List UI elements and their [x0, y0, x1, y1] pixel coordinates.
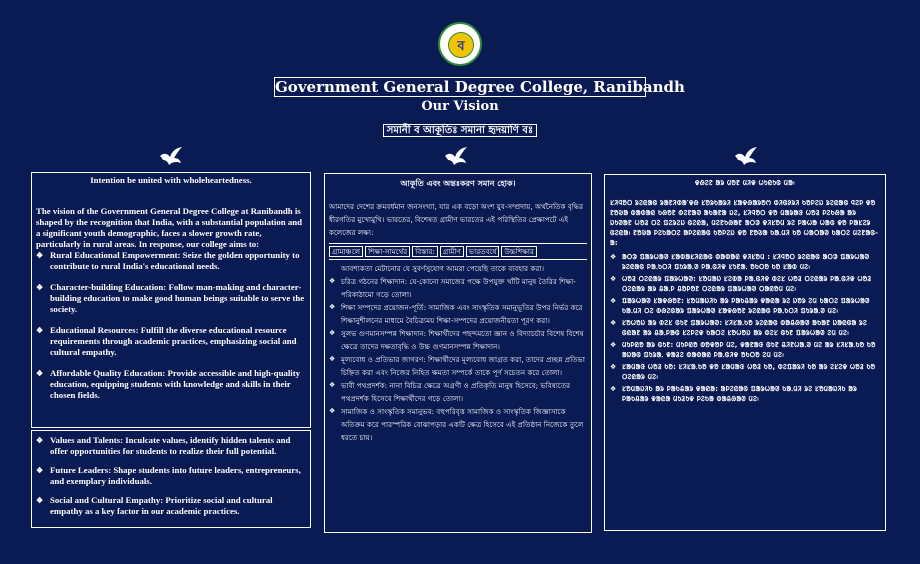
tag: গ্রামাঞ্চলে: [329, 246, 363, 257]
bengali-intro: আমাদের দেশের ক্রমবর্ধমান জনসংখ্যা, যার এক বড়ো অংশ যুব-সম্প্রদায়, অর্থনৈতিক বৃদ্ধির ধীরগতির মুখোমুখি। ভারতের, বিশেষত গ্রামীণ ভারতের এই পরিস্থিতির প্রেক্ষাপটে এই কলেজের লক্ষ্য:: [329, 202, 584, 237]
list-item: ❖ মূল্যবোধ ও প্রতিভার জাগরণ: শিক্ষার্থীদের মূল্যবোধ জাগ্রত করা, তাদের প্রচ্ছন্ন প্রতিভা চিহ্নিত করা এবং নিজের নিহিত ক্ষমতা সম্পর্কে তাকে পূর্ণ সচেতন করে তোলা।: [329, 353, 587, 379]
bengali-list: [329, 275, 587, 444]
vision-santali-panel: [604, 174, 886, 531]
english-heading: Intention be united with wholeheartedness.: [90, 175, 252, 185]
list-item: ❖ ᱥᱚᱢᱟᱡᱤᱠ ᱟᱨ ᱞᱟᱠᱪᱟᱨ ᱫᱟᱭᱟ: ᱟᱞᱮᱭᱟᱜ ᱯᱟᱨᱦᱟᱣ ᱠᱟᱹᱢᱤ ᱨᱮ ᱥᱚᱢᱟᱡᱤᱠ ᱟᱨ ᱞᱟᱠᱪᱟᱨ ᱫᱟᱭᱟ ᱢᱩᱲᱩᱫ ᱞᱮᱠᱟ ᱵᱟᱪᱷᱟᱣ ᱢᱮ᱾: [610, 384, 880, 404]
list-item: ❖ সামাজিক ও সাংস্কৃতিক সমানুভব: বহুপরিবৃত্ত সামাজিক ও সাংস্কৃতিক জিজ্ঞাসাকে অতিক্রম করে পারস্পরিক বোঝাপড়ার একটি ক্ষেত্র হিসেবে এই প্রতিষ্ঠান নিজেকে তুলে ধরতে চায়।: [329, 405, 587, 444]
vision-bengali-panel: [324, 173, 592, 533]
dove-icon: [733, 146, 759, 168]
dove-icon: [443, 146, 469, 168]
list-item: ❖ ᱥᱚᱦᱚᱡ ᱟᱨ ᱵᱮᱥ ᱜᱩᱱ ᱯᱟᱨᱦᱟᱣ: ᱥᱤᱥᱟᱹᱠᱚ ᱨᱮᱭᱟᱜ ᱵᱟᱪᱷᱟᱣ ᱟᱠᱟᱱ ᱡᱟᱭᱜᱟ ᱨᱮ ᱜᱭᱟᱱ ᱟᱨ ᱪᱟᱹᱞᱟᱜ ᱥᱮᱞᱮᱫ ᱠᱟᱛᱮ ᱥᱚᱦᱚᱡ ᱟᱨ ᱵᱮᱥ ᱜᱩᱱ ᱯᱟᱨᱦᱟᱣ ᱮᱢ ᱢᱮ᱾: [610, 318, 880, 338]
tag: উচ্চশিক্ষার: [501, 246, 537, 257]
motto-text: সমানী ব আকূতিঃ সমানা হৃদয়াণি বঃ: [383, 124, 537, 137]
bengali-tag-continuation: আবশ্যকতা মেটানোর যে সুবর্ণসুযোগ আমরা পেয়েছি তাকে ব্যবহার করা।: [341, 264, 545, 273]
list-item: ❖ ভাবী পথপ্রদর্শক: নানা বিচিত্র ক্ষেত্রে অগ্রণী ও প্রতিকৃতি মানুষ হিসেবে; ভবিষ্যতের পথপ্রদর্শক হিসেবে শিক্ষার্থীদের গড়ে তোলা।: [329, 379, 587, 405]
english-intro: The vision of the Government General Degree College at Ranibandh is shaped by the recognition that India, with a substantial population and a significant youth demographic, faces a slower growth rate, particularly in rural areas. In response, our college aims to:: [36, 206, 303, 249]
motto: [0, 123, 920, 140]
list-item: ❖ Educational Resources: Fulfill the diverse educational resource requirements through academic practices, emphasizing social and cultural empathy.: [36, 325, 306, 358]
list-item: ❖ Character-building Education: Follow man-making and character-building education to make good human beings suitable to serve the society.: [36, 282, 306, 315]
list-item: ❖ Values and Talents: Inculcate values, identify hidden talents and offer opportunities for students to realize their full potential.: [36, 435, 306, 457]
tag: গ্রামীণ: [440, 246, 464, 257]
page-title: Government General Degree College, Ranibandh: [275, 78, 685, 96]
list-item: ❖ Affordable Quality Education: Provide accessible and high-quality education, equipping students with knowledge and skills in their chosen fields.: [36, 368, 306, 401]
bengali-heading: আকূতি এবং অন্তঃকরণ সমান হোক।: [400, 179, 516, 188]
bengali-tag-row: [329, 243, 587, 260]
list-item: ❖ চরিত্র গঠনের শিক্ষাদান: যে-কোনো সমাজের পক্ষে উপযুক্ত খাঁটি মানুষ তৈরির শিক্ষা-পরিকাঠামো গড়ে তোলা।: [329, 275, 587, 301]
vision-english-panel-continued: [31, 430, 311, 528]
santali-heading: ᱫᱷᱮᱱ ᱟᱨ ᱢᱚᱱ ᱢᱤᱫ ᱦᱩᱭᱩᱜ ᱢᱟ᱾: [694, 179, 796, 187]
list-item: ❖ ᱥᱟᱢᱟᱝ ᱦᱚᱲ ᱠᱚ: ᱥᱤᱥᱟᱹᱠᱚ ᱫᱚ ᱥᱟᱢᱟᱝ ᱦᱚᱲ ᱠᱚ, ᱵᱮᱯᱟᱨᱤ ᱠᱚ ᱟᱨ ᱮᱥᱮᱫ ᱦᱚᱲ ᱠᱚ ᱛᱮᱭᱟᱨ ᱢᱮ᱾: [610, 362, 880, 382]
logo-glyph: ব: [457, 39, 465, 54]
list-item: ❖ সুলভ গুণমানসম্পন্ন শিক্ষাদান: শিক্ষার্থীদের পছন্দমতো জ্ঞান ও বিদ্যাচর্চার বিশেষ বিশেষ ক্ষেত্রে তাদের দক্ষতাবৃদ্ধি ও উচ্চ গুণমানসম্পন্ন শিক্ষাদান।: [329, 327, 587, 353]
dove-icon: [158, 146, 184, 168]
page-subtitle: Our Vision: [421, 99, 499, 114]
tag: বিস্তার:: [412, 246, 438, 257]
list-item: ❖ Rural Educational Empowerment: Seize the golden opportunity to contribute to rural India's educational needs.: [36, 250, 306, 272]
tag: ভারতবর্ষে: [466, 246, 500, 257]
santali-list: [610, 252, 880, 404]
list-item: ❖ ᱟᱛᱳ ᱯᱟᱨᱦᱟᱣ ᱥᱟᱵᱟᱥᱤᱭᱟᱜ ᱵᱟᱰᱟᱭ ᱫᱤᱥᱚᱢ : ᱥᱤᱧᱚᱛ ᱨᱮᱭᱟᱜ ᱟᱛᱳ ᱯᱟᱨᱦᱟᱣ ᱨᱮᱭᱟᱜ ᱞᱟᱹᱠᱛᱤ ᱯᱩᱨᱟᱹᱣ ᱞᱟᱹᱜᱤᱫ ᱥᱩᱱᱟᱹ ᱚᱠᱛᱚ ᱠᱚ ᱥᱟᱵ ᱢᱮ᱾: [610, 252, 880, 272]
logo-emblem: [448, 32, 474, 58]
list-item: ❖ ᱦᱚᱲ ᱛᱮᱭᱟᱨ ᱯᱟᱨᱦᱟᱣ: ᱥᱚᱢᱟᱡ ᱥᱮᱵᱟ ᱞᱟᱹᱜᱤᱫ ᱵᱮᱥ ᱦᱚᱲ ᱛᱮᱭᱟᱨ ᱞᱟᱹᱜᱤᱫ ᱦᱚᱲ ᱛᱮᱭᱟᱨ ᱟᱨ ᱪᱟᱹᱞ ᱪᱚᱞᱚᱱ ᱛᱮᱭᱟᱨ ᱯᱟᱨᱦᱟᱣ ᱛᱟᱭᱚᱢ ᱢᱮ᱾: [610, 274, 880, 294]
list-item: ❖ Social and Cultural Empathy: Prioritize social and cultural empathy as a key factor in our academic practices.: [36, 495, 306, 517]
tag: শিক্ষা-সামর্থের: [365, 246, 410, 257]
english-list: [36, 250, 306, 401]
list-item: ❖ ᱢᱩᱞᱭᱚ ᱟᱨ ᱜᱩᱱ: ᱢᱩᱞᱭᱚ ᱵᱚᱫᱚᱞ ᱢᱮ, ᱫᱟᱱᱟᱝ ᱜᱩᱱ ᱪᱤᱱᱦᱟᱹᱣ ᱢᱮ ᱟᱨ ᱥᱤᱥᱟᱹᱠᱚ ᱠᱚ ᱟᱡᱟᱜ ᱯᱩᱨᱟᱹ ᱫᱟᱲᱮ ᱵᱟᱰᱟᱭ ᱞᱟᱹᱜᱤᱫ ᱚᱠᱛᱚ ᱮᱢ ᱢᱮ᱾: [610, 340, 880, 360]
english-list-continued: [36, 435, 306, 517]
list-item: ❖ ᱯᱟᱨᱦᱟᱣ ᱥᱟᱫᱷᱚᱱ: ᱥᱚᱢᱟᱡᱤᱠ ᱟᱨ ᱞᱟᱠᱪᱟᱨ ᱫᱟᱭᱟ ᱨᱮ ᱡᱚᱨ ᱮᱢ ᱠᱟᱛᱮ ᱯᱟᱨᱦᱟᱣ ᱠᱟᱹᱢᱤ ᱛᱮ ᱵᱷᱮᱜᱟᱨ ᱯᱟᱨᱦᱟᱣ ᱥᱟᱫᱷᱚᱱ ᱨᱮᱭᱟᱜ ᱞᱟᱹᱠᱛᱤ ᱯᱩᱨᱟᱹᱣ ᱢᱮ᱾: [610, 296, 880, 316]
college-logo: [438, 22, 482, 66]
vision-english-panel: [31, 172, 311, 428]
list-item: ❖ শিক্ষা সম্পদের প্রয়োজন-পূর্তি: সামাজিক এবং সাংস্কৃতিক সমানুভূতির উপর নির্ভর করে শিক্ষানুশীলনের মাধ্যমে বৈচিত্র্যময় শিক্ষা-সম্পদের প্রয়োজনীয়তা পূরণ করা।: [329, 301, 587, 327]
santali-intro: ᱥᱤᱧᱚᱛ ᱨᱮᱭᱟᱜ ᱨᱟᱱᱤᱵᱟᱸᱫᱷ ᱥᱚᱨᱠᱟᱨᱤ ᱥᱟᱫᱷᱟᱨᱚᱬ ᱰᱤᱜᱽᱨᱤ ᱠᱚᱞᱮᱡ ᱨᱮᱭᱟᱜ ᱧᱮᱞ ᱫᱚ ᱱᱚᱶᱟ ᱵᱟᱰᱟᱭ ᱠᱷᱚᱱ ᱵᱮᱱᱟᱣ ᱟᱠᱟᱱᱟ ᱡᱮ, ᱥᱤᱧᱚᱛ ᱫᱚ ᱢᱟᱨᱟᱝ ᱦᱚᱲ ᱞᱮᱠᱷᱟ ᱟᱨ ᱡᱩᱣᱟᱱ ᱦᱚᱲ ᱛᱮ ᱯᱮᱨᱮᱡ ᱜᱮᱭᱟ, ᱢᱮᱱᱠᱷᱟᱱ ᱟᱛᱳ ᱫᱤᱥᱚᱢ ᱨᱮ ᱞᱟᱦᱟ ᱦᱟᱜ ᱫᱚ ᱞᱟᱥᱮᱨ ᱜᱮᱭᱟ᱾ ᱱᱚᱶᱟ ᱞᱮᱠᱟᱛᱮ ᱟᱞᱮᱭᱟᱜ ᱠᱚᱞᱮᱡ ᱫᱚ ᱱᱚᱶᱟ ᱠᱟᱹᱢᱤ ᱠᱚ ᱦᱟᱛᱟᱣ ᱠᱟᱛᱮ ᱢᱮᱱᱟᱜ-ᱟ:: [610, 199, 879, 247]
list-item: ❖ Future Leaders: Shape students into future leaders, entrepreneurs, and exemplary individuals.: [36, 465, 306, 487]
